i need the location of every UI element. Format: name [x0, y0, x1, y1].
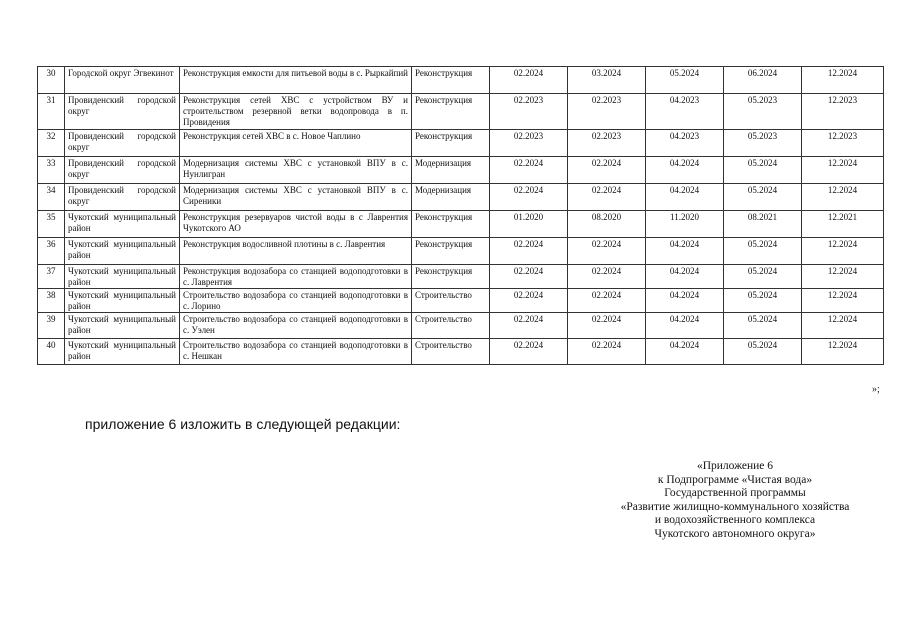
date-cell: 02.2024 [490, 157, 568, 184]
table-row [38, 94, 884, 130]
date-cell: 02.2023 [490, 130, 568, 157]
row-number: 40 [38, 339, 65, 365]
date-cell: 04.2024 [646, 265, 724, 289]
date-cell: 02.2024 [490, 265, 568, 289]
date-cell: 12.2024 [802, 184, 884, 211]
date-cell: 05.2024 [724, 184, 802, 211]
work-type-cell: Реконструкция [412, 211, 490, 238]
municipality-cell: Провиденский городской округ [65, 94, 180, 130]
table-row [38, 289, 884, 313]
date-cell: 04.2024 [646, 313, 724, 339]
date-cell: 12.2024 [802, 339, 884, 365]
table-row [38, 211, 884, 238]
project-name-cell: Реконструкция водозабора со станцией водоподготовки в с. Лаврентия [180, 265, 412, 289]
work-type-cell: Реконструкция [412, 265, 490, 289]
appendix-header-line: Государственной программы [664, 487, 806, 499]
row-number: 36 [38, 238, 65, 265]
date-cell: 05.2024 [724, 265, 802, 289]
project-name-cell: Строительство водозабора со станцией водоподготовки в с. Нешкан [180, 339, 412, 365]
row-number: 35 [38, 211, 65, 238]
date-cell: 05.2023 [724, 94, 802, 130]
date-cell: 06.2024 [724, 67, 802, 94]
row-number: 31 [38, 94, 65, 130]
appendix-header-line: «Развитие жилищно-коммунального хозяйства [620, 500, 850, 513]
date-cell: 05.2024 [724, 313, 802, 339]
date-cell: 02.2024 [568, 184, 646, 211]
date-cell: 04.2024 [646, 289, 724, 313]
row-number: 33 [38, 157, 65, 184]
project-name-cell: Модернизация системы ХВС с установкой ВПУ в с. Нунлигран [180, 157, 412, 184]
row-number: 37 [38, 265, 65, 289]
date-cell: 12.2023 [802, 94, 884, 130]
date-cell: 02.2024 [490, 67, 568, 94]
table-row [38, 67, 884, 94]
date-cell: 05.2024 [724, 289, 802, 313]
municipality-cell: Чукотский муниципальный район [65, 339, 180, 365]
project-name-cell: Реконструкция емкости для питьевой воды в с. Рыркайпий [180, 67, 412, 94]
municipality-cell: Городской округ Эгвекинот [65, 67, 180, 94]
date-cell: 12.2021 [802, 211, 884, 238]
date-cell: 02.2023 [490, 94, 568, 130]
project-name-cell: Модернизация системы ХВС с установкой ВПУ в с. Сиреники [180, 184, 412, 211]
table-row [38, 238, 884, 265]
date-cell: 02.2024 [568, 289, 646, 313]
date-cell: 12.2024 [802, 67, 884, 94]
project-name-cell: Строительство водозабора со станцией водоподготовки в с. Уэлен [180, 313, 412, 339]
date-cell: 12.2024 [802, 265, 884, 289]
date-cell: 02.2024 [490, 238, 568, 265]
table-row [38, 265, 884, 289]
date-cell: 02.2024 [490, 184, 568, 211]
date-cell: 05.2024 [724, 238, 802, 265]
row-number: 32 [38, 130, 65, 157]
work-type-cell: Строительство [412, 313, 490, 339]
municipality-cell: Провиденский городской округ [65, 130, 180, 157]
date-cell: 02.2024 [490, 313, 568, 339]
municipality-cell: Чукотский муниципальный район [65, 238, 180, 265]
table-row [38, 339, 884, 365]
date-cell: 12.2024 [802, 157, 884, 184]
date-cell: 01.2020 [490, 211, 568, 238]
project-name-cell: Реконструкция сетей ХВС с устройством ВУ и строительством резервной ветки водопровода в п. Провидения [180, 94, 412, 130]
work-type-cell: Реконструкция [412, 238, 490, 265]
date-cell: 12.2024 [802, 289, 884, 313]
municipality-cell: Чукотский муниципальный район [65, 289, 180, 313]
date-cell: 11.2020 [646, 211, 724, 238]
municipality-cell: Чукотский муниципальный район [65, 313, 180, 339]
appendix-header-line: «Приложение 6 [696, 460, 774, 472]
project-name-cell: Реконструкция сетей ХВС в с. Новое Чаплино [180, 130, 412, 157]
work-type-cell: Строительство [412, 339, 490, 365]
closing-quote-mark: »; [872, 384, 880, 395]
date-cell: 12.2024 [802, 313, 884, 339]
date-cell: 02.2024 [490, 339, 568, 365]
row-number: 30 [38, 67, 65, 94]
date-cell: 08.2020 [568, 211, 646, 238]
date-cell: 02.2023 [568, 94, 646, 130]
date-cell: 02.2024 [568, 313, 646, 339]
date-cell: 02.2023 [568, 130, 646, 157]
table-row [38, 184, 884, 211]
table-row [38, 130, 884, 157]
date-cell: 03.2024 [568, 67, 646, 94]
appendix-header-line: и водохозяйственного комплекса [654, 514, 816, 526]
date-cell: 05.2024 [724, 339, 802, 365]
work-type-cell: Реконструкция [412, 67, 490, 94]
municipality-cell: Чукотский муниципальный район [65, 265, 180, 289]
date-cell: 12.2023 [802, 130, 884, 157]
date-cell: 08.2021 [724, 211, 802, 238]
table-body [38, 67, 884, 365]
date-cell: 04.2024 [646, 238, 724, 265]
date-cell: 02.2024 [568, 238, 646, 265]
date-cell: 02.2024 [490, 289, 568, 313]
appendix-header-line: Чукотского автономного округа» [654, 527, 816, 540]
appendix-header-line: к Подпрограмме «Чистая вода» [657, 473, 813, 486]
appendix-header [600, 460, 870, 541]
amendment-instruction: приложение 6 изложить в следующей редакции: [85, 416, 401, 432]
date-cell: 05.2023 [724, 130, 802, 157]
date-cell: 05.2024 [724, 157, 802, 184]
date-cell: 02.2024 [568, 157, 646, 184]
date-cell: 02.2024 [568, 265, 646, 289]
row-number: 34 [38, 184, 65, 211]
date-cell: 05.2024 [646, 67, 724, 94]
date-cell: 12.2024 [802, 238, 884, 265]
work-type-cell: Модернизация [412, 184, 490, 211]
municipality-cell: Провиденский городской округ [65, 157, 180, 184]
work-type-cell: Модернизация [412, 157, 490, 184]
date-cell: 04.2023 [646, 130, 724, 157]
municipality-cell: Провиденский городской округ [65, 184, 180, 211]
date-cell: 04.2023 [646, 94, 724, 130]
municipality-cell: Чукотский муниципальный район [65, 211, 180, 238]
date-cell: 04.2024 [646, 157, 724, 184]
row-number: 38 [38, 289, 65, 313]
table-row [38, 313, 884, 339]
work-type-cell: Строительство [412, 289, 490, 313]
project-name-cell: Строительство водозабора со станцией водоподготовки в с. Лорино [180, 289, 412, 313]
date-cell: 04.2024 [646, 184, 724, 211]
table-row [38, 157, 884, 184]
project-name-cell: Реконструкция резервуаров чистой воды в с Лаврентия Чукотского АО [180, 211, 412, 238]
works-schedule-table [37, 66, 884, 365]
work-type-cell: Реконструкция [412, 94, 490, 130]
date-cell: 04.2024 [646, 339, 724, 365]
work-type-cell: Реконструкция [412, 130, 490, 157]
date-cell: 02.2024 [568, 339, 646, 365]
project-name-cell: Реконструкция водосливной плотины в с. Лаврентия [180, 238, 412, 265]
row-number: 39 [38, 313, 65, 339]
